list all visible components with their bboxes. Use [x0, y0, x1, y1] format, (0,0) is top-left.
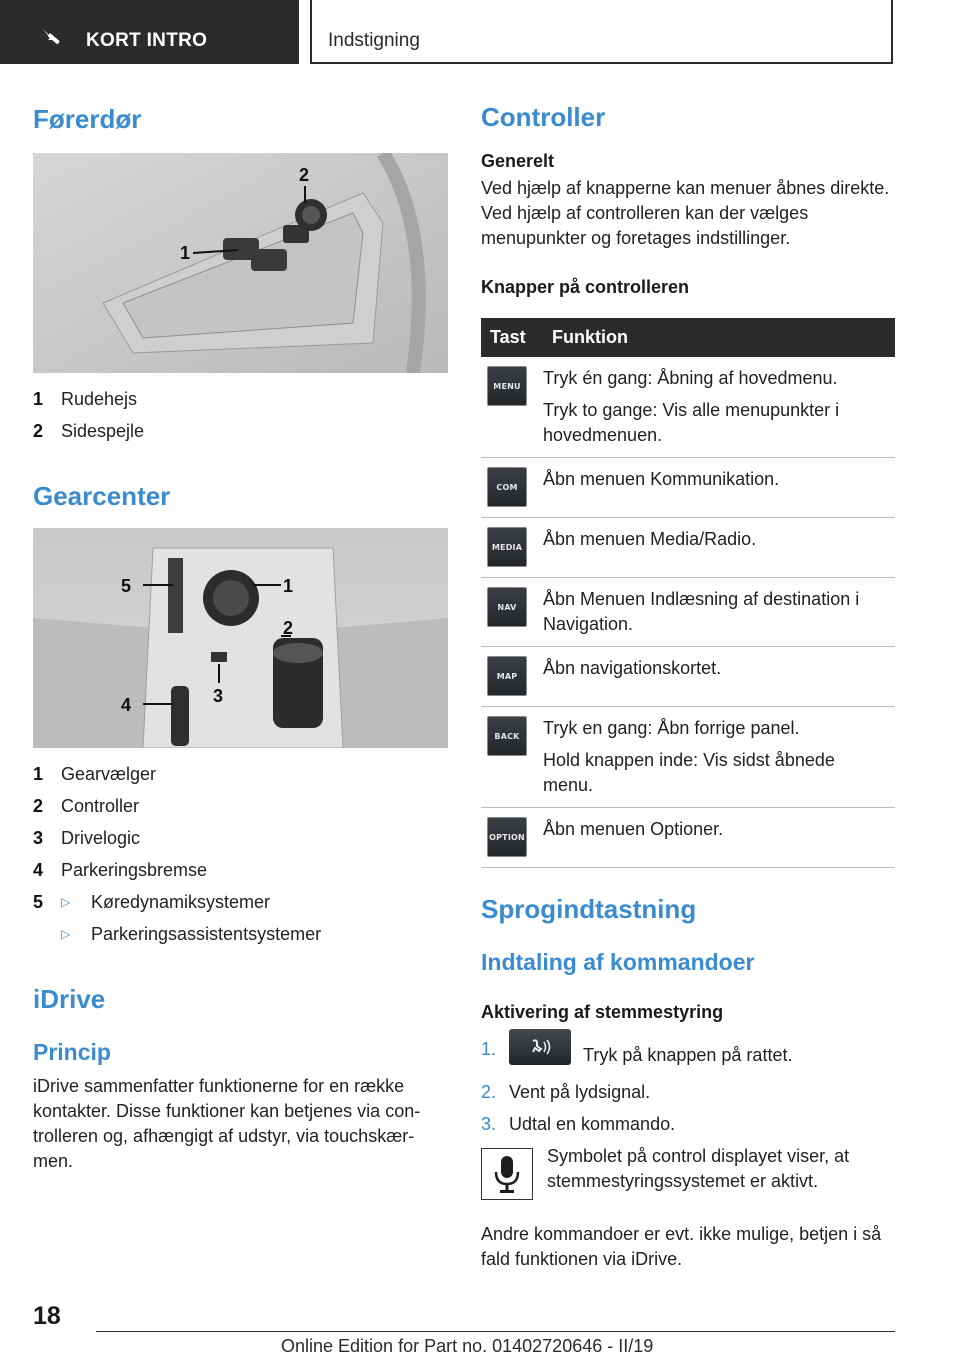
page-number: 18 — [33, 1302, 61, 1330]
general-heading: Generelt — [481, 151, 555, 171]
table-row: COM Åbn menuen Kommunikation. — [481, 458, 895, 518]
column-header-key: Tast — [481, 318, 543, 357]
triangle-bullet-icon: ▷ — [61, 895, 71, 909]
list-item: 2 Controller — [33, 796, 140, 816]
door-callout-2: 2 — [299, 165, 310, 185]
list-item: 3 Drivelogic — [33, 828, 141, 848]
media-key-icon: MEDIA — [487, 527, 527, 567]
list-item: 4 Parkeringsbremse — [33, 860, 208, 880]
door-legend — [33, 383, 448, 447]
door-photo — [33, 153, 448, 373]
door-callout-1: 1 — [180, 243, 191, 263]
gear-legend — [33, 758, 448, 950]
column-header-function: Funktion — [543, 318, 895, 357]
list-item: 2 Sidespejle — [33, 421, 145, 441]
gear-callout-5: 5 — [121, 576, 132, 596]
gear-callout-2: 2 — [283, 618, 294, 638]
voice-subheading: Indtaling af kommandoer — [481, 949, 755, 975]
list-item: 1. Tryk på knappen på rattet. — [481, 1037, 895, 1073]
right-column — [481, 100, 895, 1272]
list-item: 5 ▷ Køredynamiksystemer — [33, 886, 448, 918]
nav-key-icon: NAV — [487, 587, 527, 627]
footer-divider — [96, 1331, 895, 1332]
gear-photo — [33, 528, 448, 748]
buttons-heading: Knapper på controlleren — [481, 277, 690, 297]
table-row: OPTION Åbn menuen Optioner. — [481, 808, 895, 868]
controller-heading: Controller — [481, 102, 606, 132]
section-header — [310, 0, 893, 64]
table-row: BACK Tryk en gang: Åbn forrige panel. Hold knappen inde: Vis sidst åbnede menu. — [481, 707, 895, 808]
table-header-row — [481, 318, 895, 357]
voice-button-icon — [509, 1029, 571, 1065]
symbol-note — [481, 1144, 895, 1200]
menu-key-icon: MENU — [487, 366, 527, 406]
edition-text: Online Edition for Part no. 01402720646 - II/19 — [281, 1336, 654, 1356]
table-row: MENU Tryk én gang: Åbning af hovedmenu. Tryk to gange: Vis alle menupunkter i hovedmenuen. — [481, 357, 895, 458]
general-text: Ved hjælp af knapperne kan menuer åbnes direkte. Ved hjælp af controlleren kan der vælges menupunkter og foretages indstillinger. — [481, 178, 890, 248]
voice-heading: Sprogindtastning — [481, 894, 697, 924]
list-item: 1 Rudehejs — [33, 389, 138, 409]
gear-callout-1: 1 — [283, 576, 294, 596]
activation-heading: Aktivering af stemmestyring — [481, 1002, 724, 1022]
list-item: 3. Udtal en kommando. — [481, 1114, 676, 1134]
list-item: ▷ Parkeringsassistentsystemer — [33, 918, 448, 950]
gear-callout-4: 4 — [121, 695, 132, 715]
activation-steps — [481, 1037, 895, 1137]
idrive-text: iDrive sammenfatter funktionerne for en række kontakter. Disse funktioner kan betjenes via controlleren og, afhængigt af udstyr, via touchskærmen. — [33, 1076, 421, 1171]
buttons-table — [481, 318, 895, 868]
chapter-tab-label: KORT INTRO — [86, 30, 208, 51]
microphone-icon — [481, 1148, 533, 1200]
table-row: MEDIA Åbn menuen Media/Radio. — [481, 518, 895, 578]
chapter-tab[interactable] — [0, 0, 299, 64]
idrive-subheading: Princip — [33, 1039, 111, 1065]
section-label: Indstigning — [328, 30, 420, 51]
gear-heading: Gearcenter — [33, 481, 171, 511]
door-heading: Førerdør — [33, 104, 142, 134]
pin-icon — [40, 27, 66, 45]
list-item: 1 Gearvælger — [33, 764, 157, 784]
com-key-icon: COM — [487, 467, 527, 507]
option-key-icon: OPTION — [487, 817, 527, 857]
gear-callout-3: 3 — [213, 686, 224, 706]
list-item: 2. Vent på lydsignal. — [481, 1082, 651, 1102]
map-key-icon: MAP — [487, 656, 527, 696]
back-key-icon: BACK — [487, 716, 527, 756]
triangle-bullet-icon: ▷ — [61, 927, 71, 941]
symbol-text: Symbolet på control displayet viser, at stemmestyringssystemet er aktivt. — [547, 1146, 850, 1191]
closing-text: Andre kommandoer er evt. ikke mulige, betjen i så fald funktionen via iDrive. — [481, 1224, 882, 1269]
left-column — [33, 100, 448, 1174]
table-row: MAP Åbn navigationskortet. — [481, 647, 895, 707]
table-row: NAV Åbn Menuen Indlæsning af destination i Navigation. — [481, 578, 895, 647]
idrive-heading: iDrive — [33, 984, 106, 1014]
